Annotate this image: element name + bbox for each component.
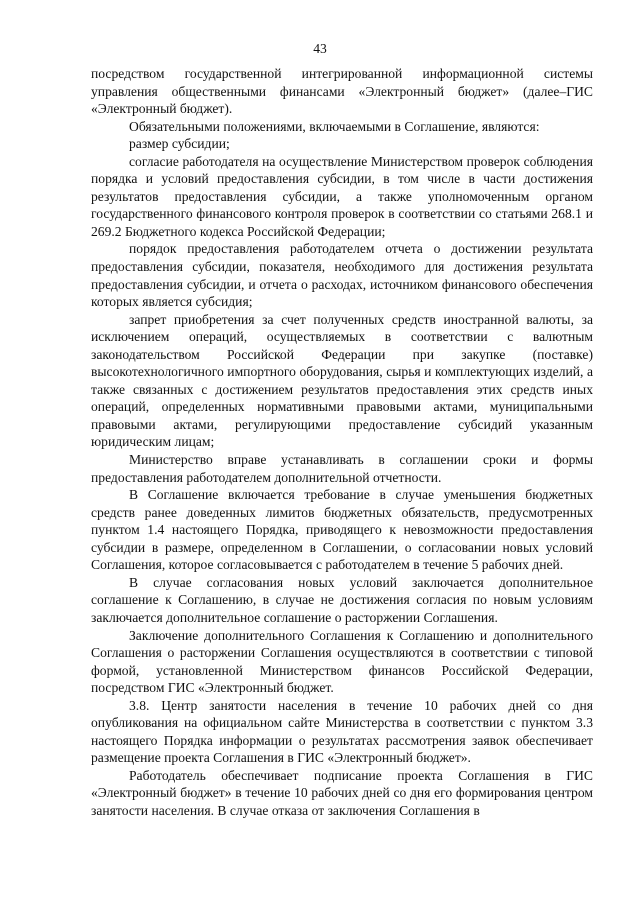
paragraph-subsidy-amount: размер субсидии; <box>129 136 230 152</box>
paragraph-additional-reporting: Министерство вправе устанавливать в соглашении сроки и формы предоставления работодателем дополнительной отчетности. <box>91 452 593 485</box>
paragraph-section-3-8: 3.8. Центр занятости населения в течение 10 рабочих дней со дня опубликования на официальном сайте Министерства в соответствии с пунктом 3.3 настоящего Порядка информации о результатах рассмотрения заявок обеспечивает размещение проекта Соглашения в ГИС «Электронный бюджет». <box>91 697 593 766</box>
paragraph-employer-consent: согласие работодателя на осуществление Министерством проверок соблюдения порядка и условий предоставления субсидии, в том числе в части достижения результатов предоставления субсидии, а также уполномоченным органом государственного финансового контроля проверок в соответствии со статьями 268.1 и 269.2 Бюджетного кодекса Российской Федерации; <box>91 153 593 239</box>
page-number: 43 <box>313 41 327 56</box>
paragraph-continuation: посредством государственной интегрированной информационной системы управления общественными финансами «Электронный бюджет» (далее–ГИС «Электронный бюджет). <box>91 66 593 117</box>
document-body <box>91 65 593 820</box>
paragraph-signing: Работодатель обеспечивает подписание проекта Соглашения в ГИС «Электронный бюджет» в течение 10 рабочих дней со дня его формирования центром занятости населения. В случае отказа от заключения Соглашения в <box>91 767 593 818</box>
paragraph-standard-form: Заключение дополнительного Соглашения к Соглашению и дополнительного Соглашения о расторжении Соглашения осуществляются в соответствии с типовой формой, установленной Министерством финансов Российской Федерации, посредством ГИС «Электронный бюджет. <box>91 627 593 696</box>
paragraph-provisions-intro: Обязательными положениями, включаемыми в Соглашение, являются: <box>129 118 540 134</box>
paragraph-budget-reduction: В Соглашение включается требование в случае уменьшения бюджетных средств ранее доведенных лимитов бюджетных обязательств, предусмотренных пунктом 1.4 настоящего Порядка, приводящего к невозможности предоставления субсидии в размере, определенном в Соглашении, о согласовании новых условий Соглашения, которое согласовывается с работодателем в течение 5 рабочих дней. <box>91 487 593 573</box>
paragraph-reporting-procedure: порядок предоставления работодателем отчета о достижении результата предоставления субсидии, показателя, необходимого для достижения результата предоставления субсидии, и отчета о расходах, источником финансового обеспечения которых является субсидия; <box>91 241 593 310</box>
paragraph-additional-agreement: В случае согласования новых условий заключается дополнительное соглашение к Соглашению, в случае не достижения согласия по новым условиям заключается дополнительное соглашение о расторжении Соглашения. <box>91 574 593 625</box>
paragraph-currency-prohibition: запрет приобретения за счет полученных средств иностранной валюты, за исключением операций, осуществляемых в соответствии с валютным законодательством Российской Федерации при закупке (поставке) высокотехнологичного импортного оборудования, сырья и комплектующих изделий, а также связанных с достижением результатов предоставления этих средств иных операций, определенных нормативными правовыми актами, муниципальными правовыми актами, регулирующими предоставление субсидий указанным юридическим лицам; <box>91 311 593 450</box>
